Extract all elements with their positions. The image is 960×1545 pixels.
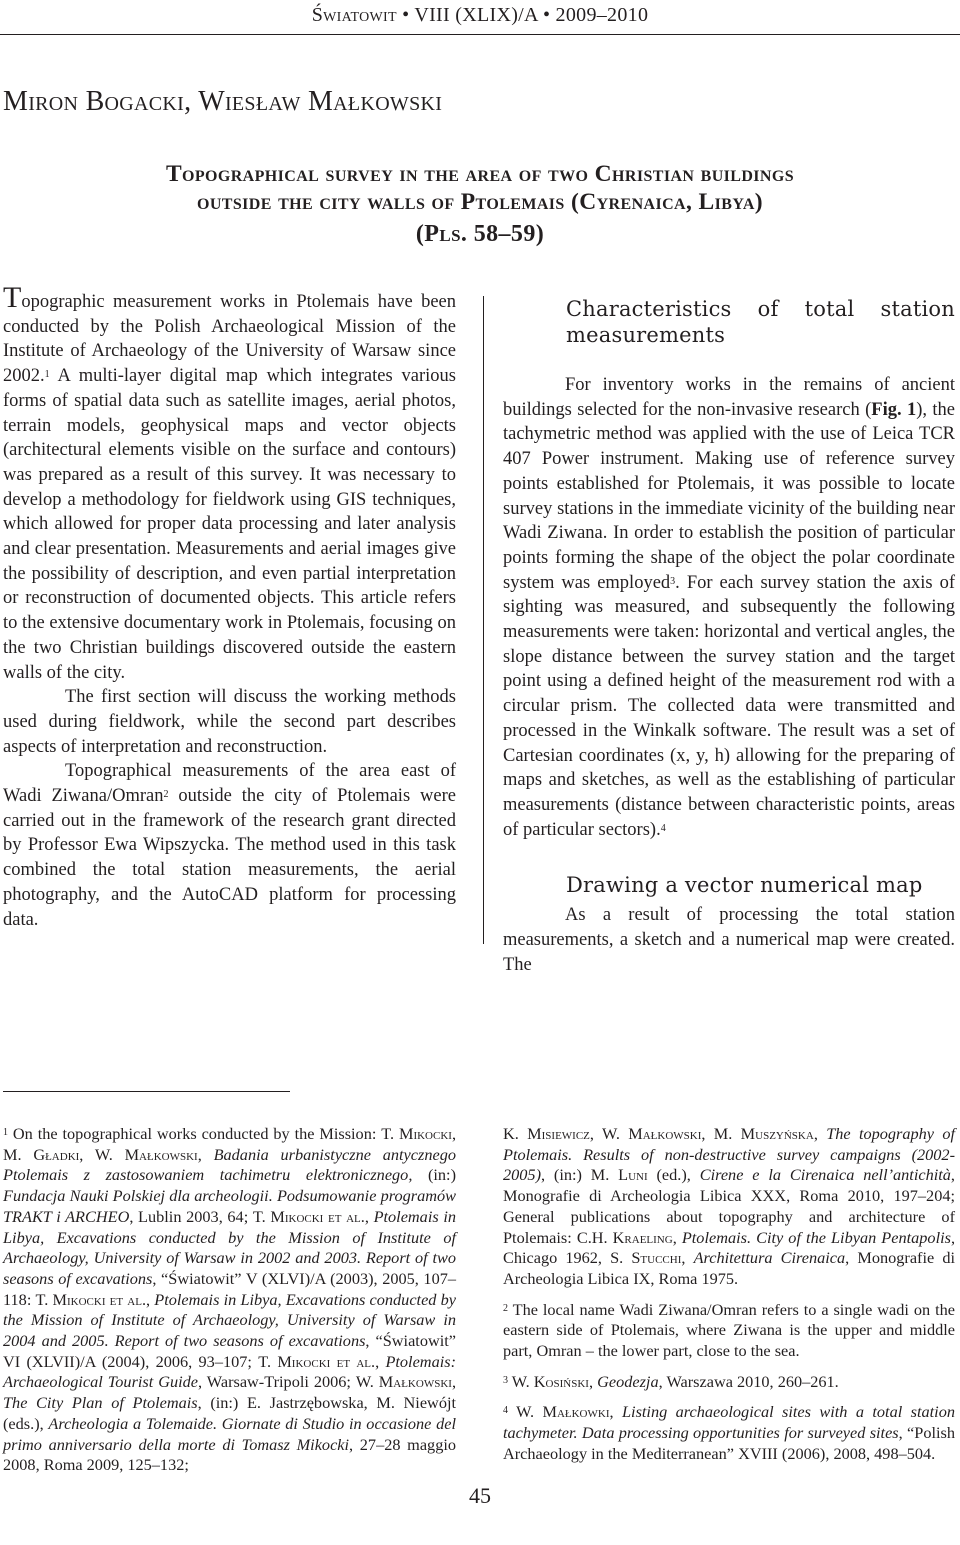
fn1-title: Ptolemais in Libya, Excavations conducted by the Mission of Institute of Archaeology, University of Warsaw in 2002 and 2003. Report of two seasons of excavations — [3, 1206, 457, 1288]
ts-text-c: . For each survey station the axis of sighting was measured, and subsequently the following measurements were taken: horizontal and vertical angles, the slope distance between the survey station and the target point using a defined height of the measurement rod with a circular prism. The collected data were transmitted and processed in the Winkalk software. The result was a set of Cartesian coordinates (x, y, h) allowing for the preparing of maps and sketches, as well as the establishing of particular measurements (distance between characteristic points, areas of particular sectors). — [503, 572, 956, 840]
section-heading-total-station: Characteristics of total station measurements — [566, 297, 955, 347]
footnote-2 — [503, 1300, 955, 1362]
footnote-1-number: 1 — [3, 1127, 8, 1138]
fn1-part: , — [375, 1351, 386, 1371]
title-line-1: Topographical survey in the area of two Christian buildings — [165, 161, 795, 187]
fn1-part: , “Światowit” VI (XLVII)/A (2004), 2006, 93–107; — [3, 1331, 456, 1371]
column-divider — [483, 296, 484, 944]
fn3-title: Geodezja — [597, 1371, 659, 1391]
footnote-4 — [503, 1402, 955, 1464]
fn1-part: , — [197, 1144, 214, 1164]
fn1-part: , — [681, 1248, 694, 1268]
footnote-1 — [3, 1124, 456, 1476]
methods-paragraph: The first section will discuss the working methods used during fieldwork, while the second part describes aspects of interpretation and reconstruction. — [3, 687, 456, 757]
footnote-ref-1: 1 — [44, 369, 50, 381]
fn1-author: T. Mikocki, M. Gładki, W. Małkowski — [3, 1124, 457, 1164]
fn1-author: M. Luni — [590, 1165, 648, 1185]
footnote-ref-2: 2 — [163, 789, 169, 801]
survey-text-b: outside the city of Ptolemais were carried out in the framework of the research grant directed by Professor Ewa Wipszycka. The method used in this task combined the total station measurements, the aerial photography, and the AutoCAD platform for processing data. — [3, 786, 456, 930]
footnote-4-number: 4 — [503, 1405, 508, 1417]
fn1-author: K. Misiewicz, W. Małkowski, M. Muszyńska — [503, 1124, 814, 1143]
fn1-title: Cirene e la Cirenaica nell’antichità — [699, 1165, 951, 1185]
fn1-author: S. Stucchi — [610, 1248, 682, 1268]
footnotes-left — [3, 1124, 456, 1476]
fn4-title: Listing archaeological sites with a total station tachymeter. Data processing opportunities for surveyed sites — [503, 1402, 955, 1443]
footnote-2-number: 2 — [503, 1302, 508, 1314]
footnote-1-continued — [503, 1124, 955, 1290]
fn1-author: W. Małkowski — [355, 1372, 452, 1392]
running-header: Światowit • VIII (XLIX)/A • 2009–2010 — [311, 4, 649, 26]
fn1-part: (ed.), — [647, 1165, 700, 1185]
fn1-author: T. Mikocki et al. — [252, 1206, 365, 1226]
fn1-author: T. Mikocki et al. — [35, 1289, 147, 1309]
section-heading-vector-map: Drawing a vector numerical map — [566, 873, 923, 898]
footnote-3 — [503, 1372, 955, 1393]
ts-text-a: For inventory works in the remains of ancient buildings selected for the non-invasive research ( — [503, 375, 955, 420]
fn1-title: The City Plan of Ptolemais — [3, 1393, 198, 1413]
fn1-part: , — [146, 1289, 155, 1309]
intro-text-b: A multi-layer digital map which integrates various forms of spatial data such as satellite images, aerial photos, terrain models, geophysical maps and vector objects (architectural elements visible on the surface and contours) was prepared as a result of this survey. It was necessary to develop a methodology for fieldwork using GIS techniques, which allowed for proper data processing and later analysis and clear presentation. Measurements and aerial images give the possibility of description, and even partial interpretation or reconstruction of documented objects. This article refers to the extensive documentary work in Ptolemais, focusing on the two Christian buildings discovered outside the eastern walls of the city. — [3, 366, 456, 683]
fn1-part: , 27–28 maggio 2008, Roma 2009, 125–132; — [3, 1434, 456, 1475]
fn1-part: , — [364, 1206, 374, 1226]
title-plates: (Pls. 58–59) — [415, 221, 545, 247]
footnote-3-number: 3 — [503, 1374, 508, 1386]
fn1-part: , Lublin 2003, 64; — [129, 1206, 253, 1226]
fn4-part: , — [609, 1402, 622, 1422]
fn1-title: Fundacja Nauki Polskiej dla archeologii. Podsumowanie programów TRAKT i ARCHEO — [3, 1186, 456, 1226]
fn1-part: On the topographical works conducted by the Mission: — [8, 1124, 382, 1143]
fn1-part: , (in:) E. Jastrzębowska, M. Niewójt (eds.), — [3, 1393, 457, 1433]
footnotes-right — [503, 1124, 955, 1465]
fn3-author: W. Kosiński — [508, 1371, 589, 1391]
title-line-2: outside the city walls of Ptolemais (Cyrenaica, Libya) — [196, 189, 764, 215]
fn1-title: Ptolemais: Archaeological Tourist Guide — [3, 1351, 456, 1392]
fn3-part: , — [588, 1371, 598, 1391]
figure-ref: Fig. 1 — [871, 399, 917, 420]
intro-text-a: opographic measurement works in Ptolemais have been conducted by the Polish Archaeological Mission of the Institute of Archaeology of the University of Warsaw since 2002. — [3, 292, 456, 387]
fn1-title: Archeologia a Tolemaide. Giornate di Studio in occasione del primo anniversario della morte di Tomasz Mikocki — [3, 1413, 456, 1454]
article-title — [0, 160, 960, 248]
fn1-part: , — [813, 1124, 827, 1143]
page-number: 45 — [469, 1483, 491, 1508]
footnote-2-text: The local name Wadi Ziwana/Omran refers to a single wadi on the eastern side of Ptolemais, where Ziwana is the upper and middle part, Omran – the lower part, close to the sea. — [503, 1299, 955, 1361]
fn1-author: T. Mikocki et al. — [258, 1351, 376, 1371]
fn1-part: , “Światowit” V (XLVI)/A (2003), 2005, 107–118: — [3, 1268, 456, 1309]
footnote-ref-4: 4 — [660, 822, 666, 834]
fn1-part: , Warsaw-Tripoli 2006; — [198, 1372, 356, 1392]
survey-text-a: Topographical measurements of the area east of Wadi Ziwana/Omran — [3, 761, 456, 807]
intro-paragraph — [3, 281, 456, 685]
fn1-title: Ptolemais in Libya, Excavations conducted by the Mission of Institute of Archaeology, University of Warsaw in 2004 and 2005. Report of two seasons of excavations — [3, 1289, 456, 1351]
fn1-part: , Monografie di Archeologia Libica IX, Roma 1975. — [503, 1248, 955, 1288]
ts-text-b: ), the tachymetric method was applied with the use of Leica TCR 407 Power instrument. Making use of reference survey points established for Ptolemais, it was possible to locate survey stations in the immediate vicinity of the building near Wadi Ziwana. In order to establish the position of particular points forming the shape of the object the polar coordinate system was employed — [503, 399, 955, 593]
fn1-part: , — [451, 1372, 457, 1392]
fn1-part: , (in:) — [540, 1165, 591, 1185]
fn1-title: Badania urbanistyczne antycznego Ptolemais z zastosowaniem tachimetru elektronicznego, — [3, 1144, 456, 1185]
fn1-part: , Monografie di Archeologia Libica XXX, Roma 2010, 197–204; General publications about topography and architecture of Ptolemais: — [503, 1165, 955, 1247]
fn4-part: , “Polish Archaeology in the Mediterranean” XVIII (2006), 2008, 498–504. — [503, 1423, 955, 1463]
footnote-rule — [3, 1091, 290, 1092]
footnote-ref-3: 3 — [670, 575, 676, 587]
fn1-part: , — [672, 1227, 682, 1247]
drop-initial: T — [3, 281, 22, 314]
vector-map-paragraph: As a result of processing the total station measurements, a sketch and a numerical map were created. The — [503, 905, 955, 975]
left-column — [3, 281, 456, 932]
right-column — [503, 296, 955, 977]
fn1-part: (in:) — [427, 1165, 456, 1185]
article-authors: Miron Bogacki, Wiesław Małkowski — [3, 86, 443, 117]
header-rule — [0, 34, 960, 35]
fn1-part: , Chicago 1962, — [503, 1227, 956, 1268]
fn1-author: C.H. Kraeling — [576, 1227, 673, 1247]
fn3-part: , Warszawa 2010, 260–261. — [658, 1371, 839, 1391]
survey-paragraph — [3, 759, 456, 932]
fn1-title: Architettura Cirenaica — [693, 1248, 846, 1268]
fn1-title: The topography of Ptolemais. Results of non-destructive survey campaigns (2002-2005) — [503, 1124, 956, 1185]
total-station-paragraph — [503, 373, 955, 842]
fn4-author: W. Małkowki — [508, 1402, 610, 1422]
fn1-title: Ptolemais. City of the Libyan Pentapolis — [681, 1227, 951, 1247]
